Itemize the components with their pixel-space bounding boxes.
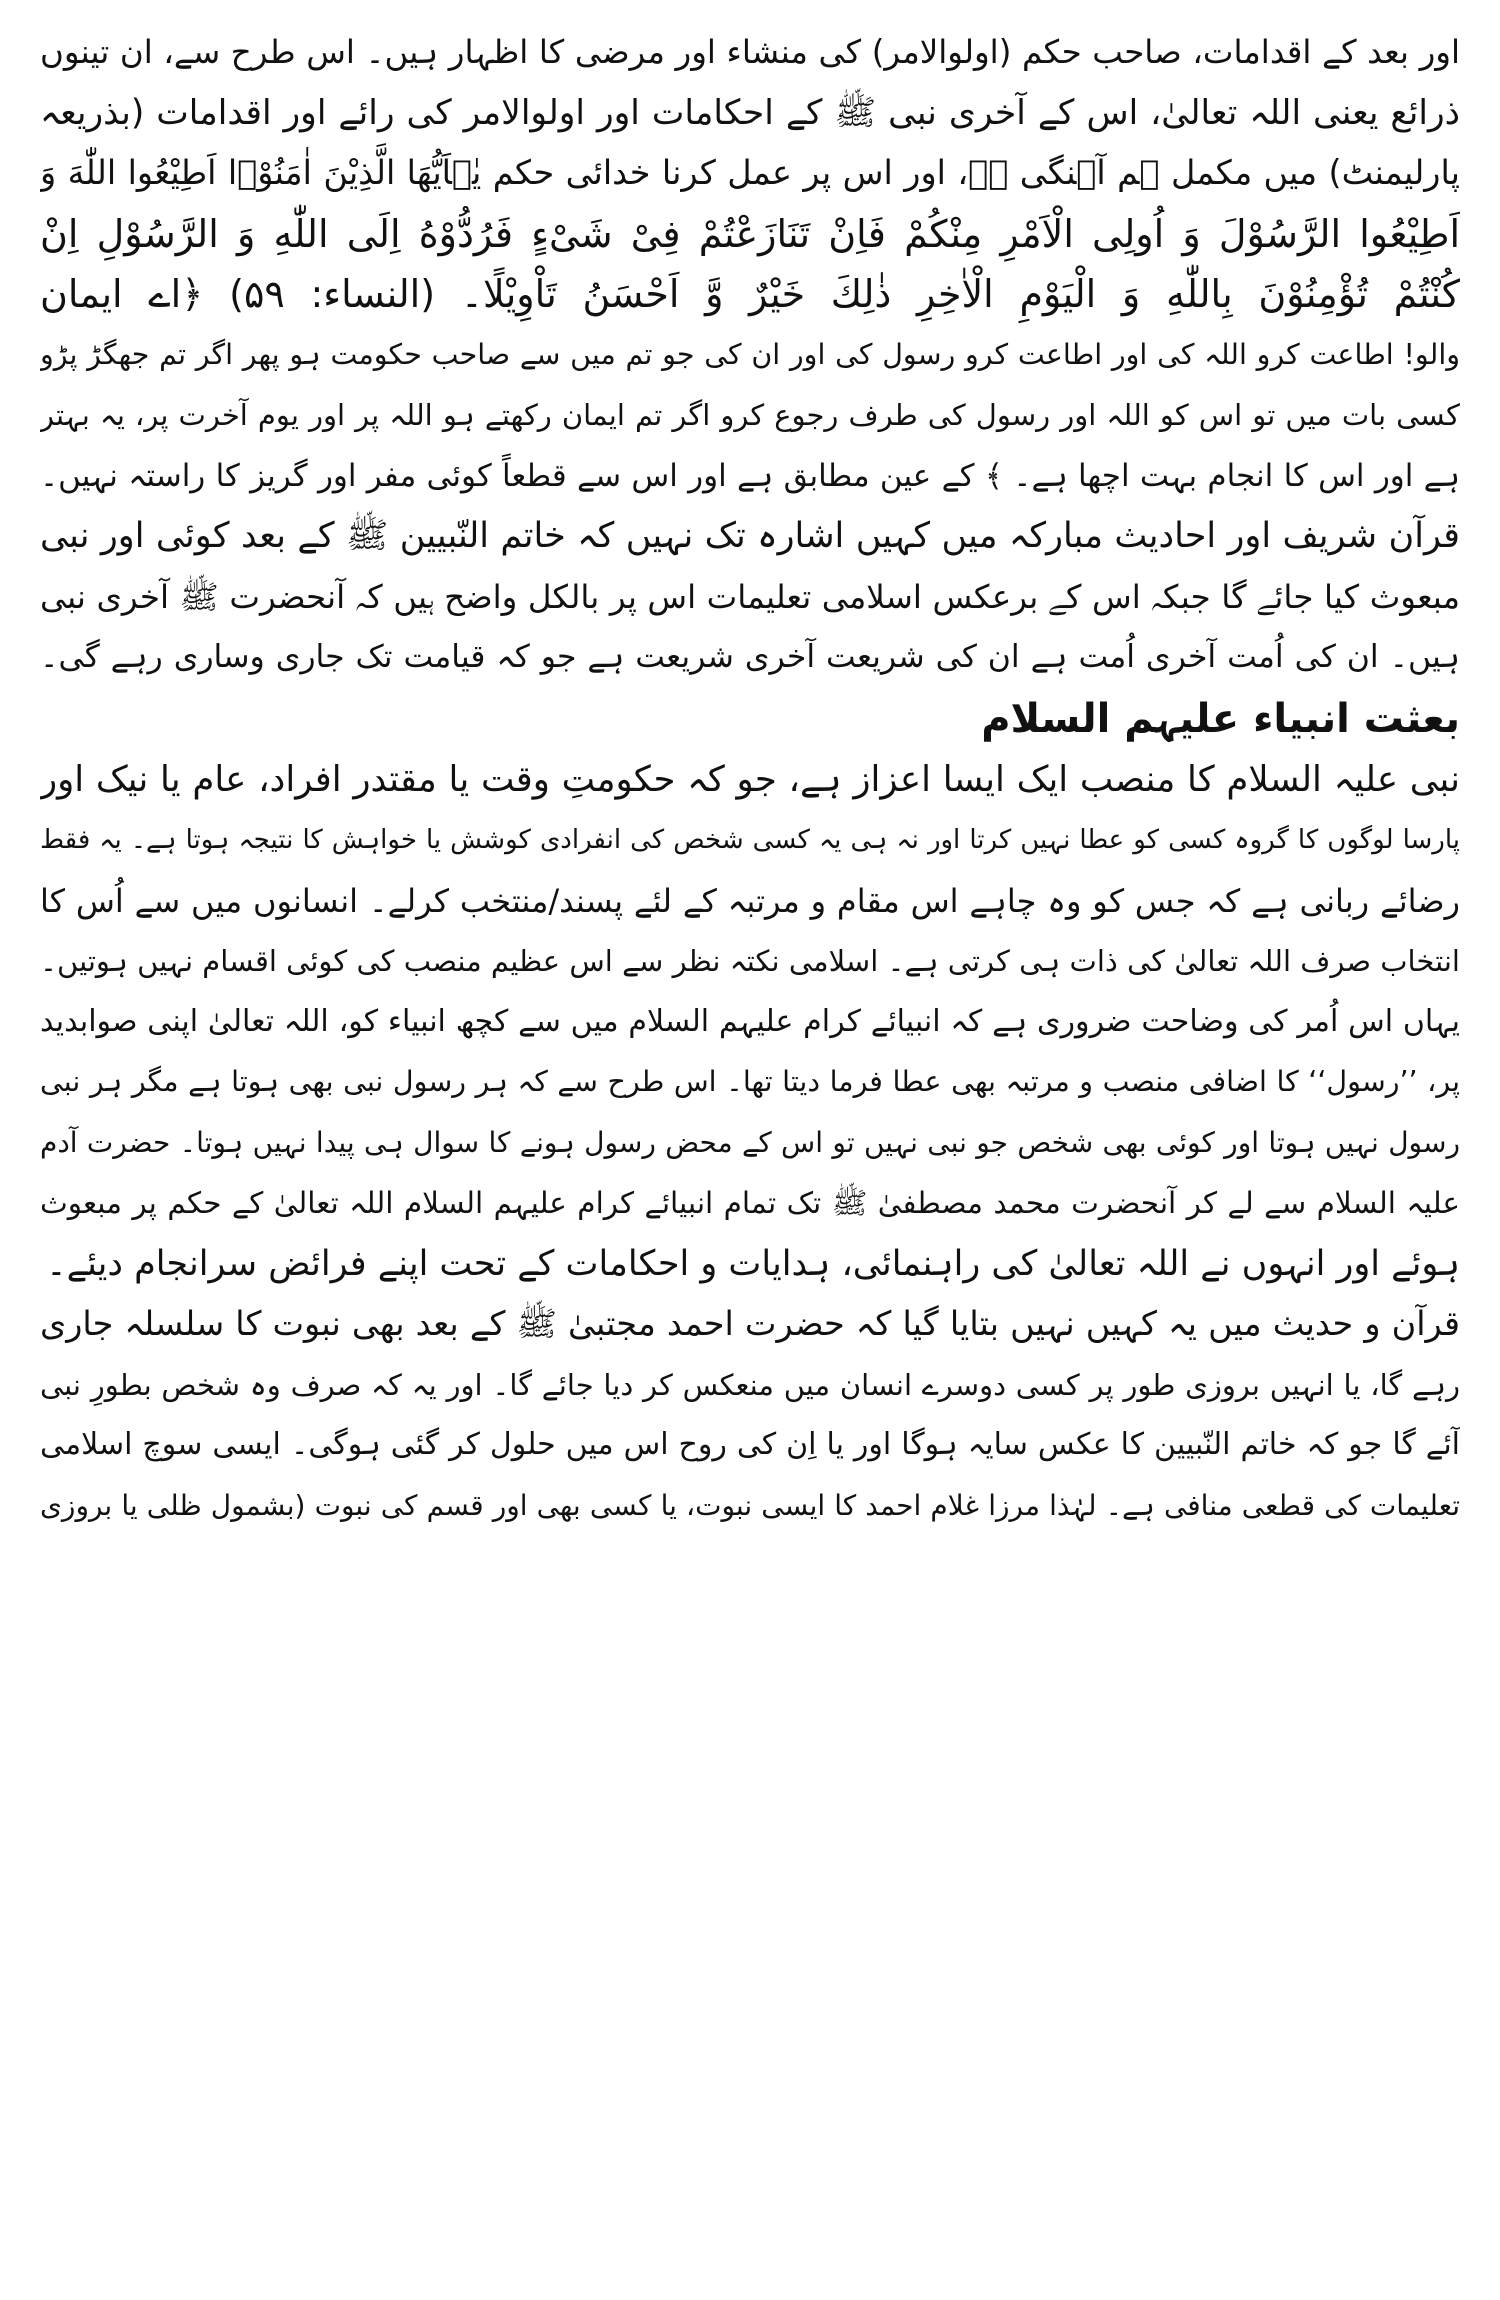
body-section-two [40,750,1460,1537]
text-line: قرآن شریف اور احادیث مبارکہ میں کہیں اشارہ تک نہیں کہ خاتم النّبیین ﷺ کے بعد کوئی اور نبی [40,516,1460,556]
text-line: ہے اور اس کا انجام بہت اچھا ہے۔ ﴾ کے عین مطابق ہے اور اس سے قطعاً کوئی مفر اور گریز کا راستہ نہیں۔ [40,457,1460,494]
quran-verse-line: اَطِیْعُوا الرَّسُوْلَ وَ اُولِی الْاَمْرِ مِنْكُمْ فَاِنْ تَنَازَعْتُمْ فِیْ شَیْءٍ فَرُدُّوْهُ اِلَى اللّٰهِ وَ الرَّسُوْلِ اِنْ [40,211,1460,256]
text-line: تعلیمات کی قطعی منافی ہے۔ لہٰذا مرزا غلام احمد کا ایسی نبوت، یا کسی بھی اور قسم کی نبوت (بشمول ظلی یا بروزی [40,1488,1460,1522]
text-line: انتخاب صرف اللہ تعالیٰ کی ذات ہی کرتی ہے۔ اسلامی نکتہ نظر سے اس عظیم منصب کی کوئی اقسام نہیں ہوتیں۔ [40,944,1460,978]
text-line: قرآن و حدیث میں یہ کہیں نہیں بتایا گیا کہ حضرت احمد مجتبیٰ ﷺ کے بعد بھی نبوت کا سلسلہ جاری [40,1304,1460,1343]
text-line: رہے گا، یا انہیں بروزی طور پر کسی دوسرے انسان میں منعکس کر دیا جائے گا۔ اور یہ کہ صرف وہ شخص بطورِ نبی [40,1367,1460,1402]
text-line: ہوئے اور انہوں نے اللہ تعالیٰ کی راہنمائی، ہدایات و احکامات کے تحت اپنے فرائض سرانجام دیئے۔ [46,1243,1460,1284]
text-line: علیہ السلام سے لے کر آنحضرت محمد مصطفیٰ ﷺ تک تمام انبیائے کرام علیہم السلام اللہ تعالیٰ کے حکم پر مبعوث [40,1186,1460,1220]
text-line: والو! اطاعت کرو اللہ کی اور اطاعت کرو رسول کی اور ان کی جو تم میں سے صاحب حکومت ہو پھر اگر تم جھگڑ پڑو [40,337,1460,371]
quran-verse-line: كُنْتُمْ تُؤْمِنُوْنَ بِاللّٰهِ وَ الْیَوْمِ الْاٰخِرِ ذٰلِكَ خَیْرٌ وَّ اَحْسَنُ تَاْوِیْلًا۔ (النساء: ۵۹) ﴿اے ایمان [40,272,1460,316]
text-line: کسی بات میں تو اس کو اللہ اور رسول کی طرف رجوع کرو اگر تم ایمان رکھتے ہو اللہ پر اور یوم آخرت پر، یہ بہتر [40,398,1460,432]
section-heading: بعثت انبیاء علیہم السلام [981,695,1460,742]
text-line: مبعوث کیا جائے گا جبکہ اس کے برعکس اسلامی تعلیمات اس پر بالکل واضح ہیں کہ آنحضرت ﷺ آخری نبی [40,577,1460,616]
text-line: رسول نہیں ہوتا اور کوئی بھی شخص جو نبی نہیں تو اس کے محض رسول ہونے کا سوال ہی پیدا نہیں ہوتا۔ حضرت آدم [40,1125,1460,1159]
text-line: اور بعد کے اقدامات، صاحب حکم (اولوالامر) کی منشاء اور مرضی کا اظہار ہیں۔ اس طرح سے، ان تینوں [40,33,1460,71]
text-line: ذرائع یعنی اللہ تعالیٰ، اس کے آخری نبی ﷺ کے احکامات اور اولوالامر کی رائے اور اقدامات (بذریعہ [40,92,1460,133]
text-line: ہیں۔ ان کی اُمت آخری اُمت ہے ان کی شریعت آخری شریعت ہے جو کہ قیامت تک جاری وساری رہے گی۔ [40,639,1460,675]
text-line: پر، ’’رسول‘‘ کا اضافی منصب و مرتبہ بھی عطا فرما دیتا تھا۔ اس طرح سے کہ ہر رسول نبی بھی ہوتا ہے مگر ہر نبی [40,1065,1460,1098]
body-section-one [40,22,1460,688]
text-line: آئے گا جو کہ خاتم النّبیین کا عکس سایہ ہوگا اور یا اِن کی روح اس میں حلول کر گئی ہوگی۔ ایسی سوچ اسلامی [40,1427,1460,1462]
text-line: پارسا لوگوں کا گروہ کسی کو عطا نہیں کرتا اور نہ ہی یہ کسی شخص کی انفرادی کوشش یا خواہش کا نتیجہ ہوتا ہے۔ یہ فقط [40,825,1460,855]
text-line: رضائے ربانی ہے کہ جس کو وہ چاہے اس مقام و مرتبہ کے لئے پسند/منتخب کرلے۔ انسانوں میں سے اُس کا [40,881,1460,920]
text-line: پارلیمنٹ) میں مکمل ہم آہنگی ہے، اور اس پر عمل کرنا خدائی حکم یٰۤاَیُّهَا الَّذِیْنَ اٰمَنُوْۤا اَطِیْعُوا اللّٰهَ وَ [40,153,1460,192]
text-line: نبی علیہ السلام کا منصب ایک ایسا اعزاز ہے، جو کہ حکومتِ وقت یا مقتدر افراد، عام یا نیک اور [40,758,1460,800]
text-line: یہاں اس اُمر کی وضاحت ضروری ہے کہ انبیائے کرام علیہم السلام میں سے کچھ انبیاء کو، اللہ تعالیٰ اپنی صوابدید [40,1003,1460,1039]
